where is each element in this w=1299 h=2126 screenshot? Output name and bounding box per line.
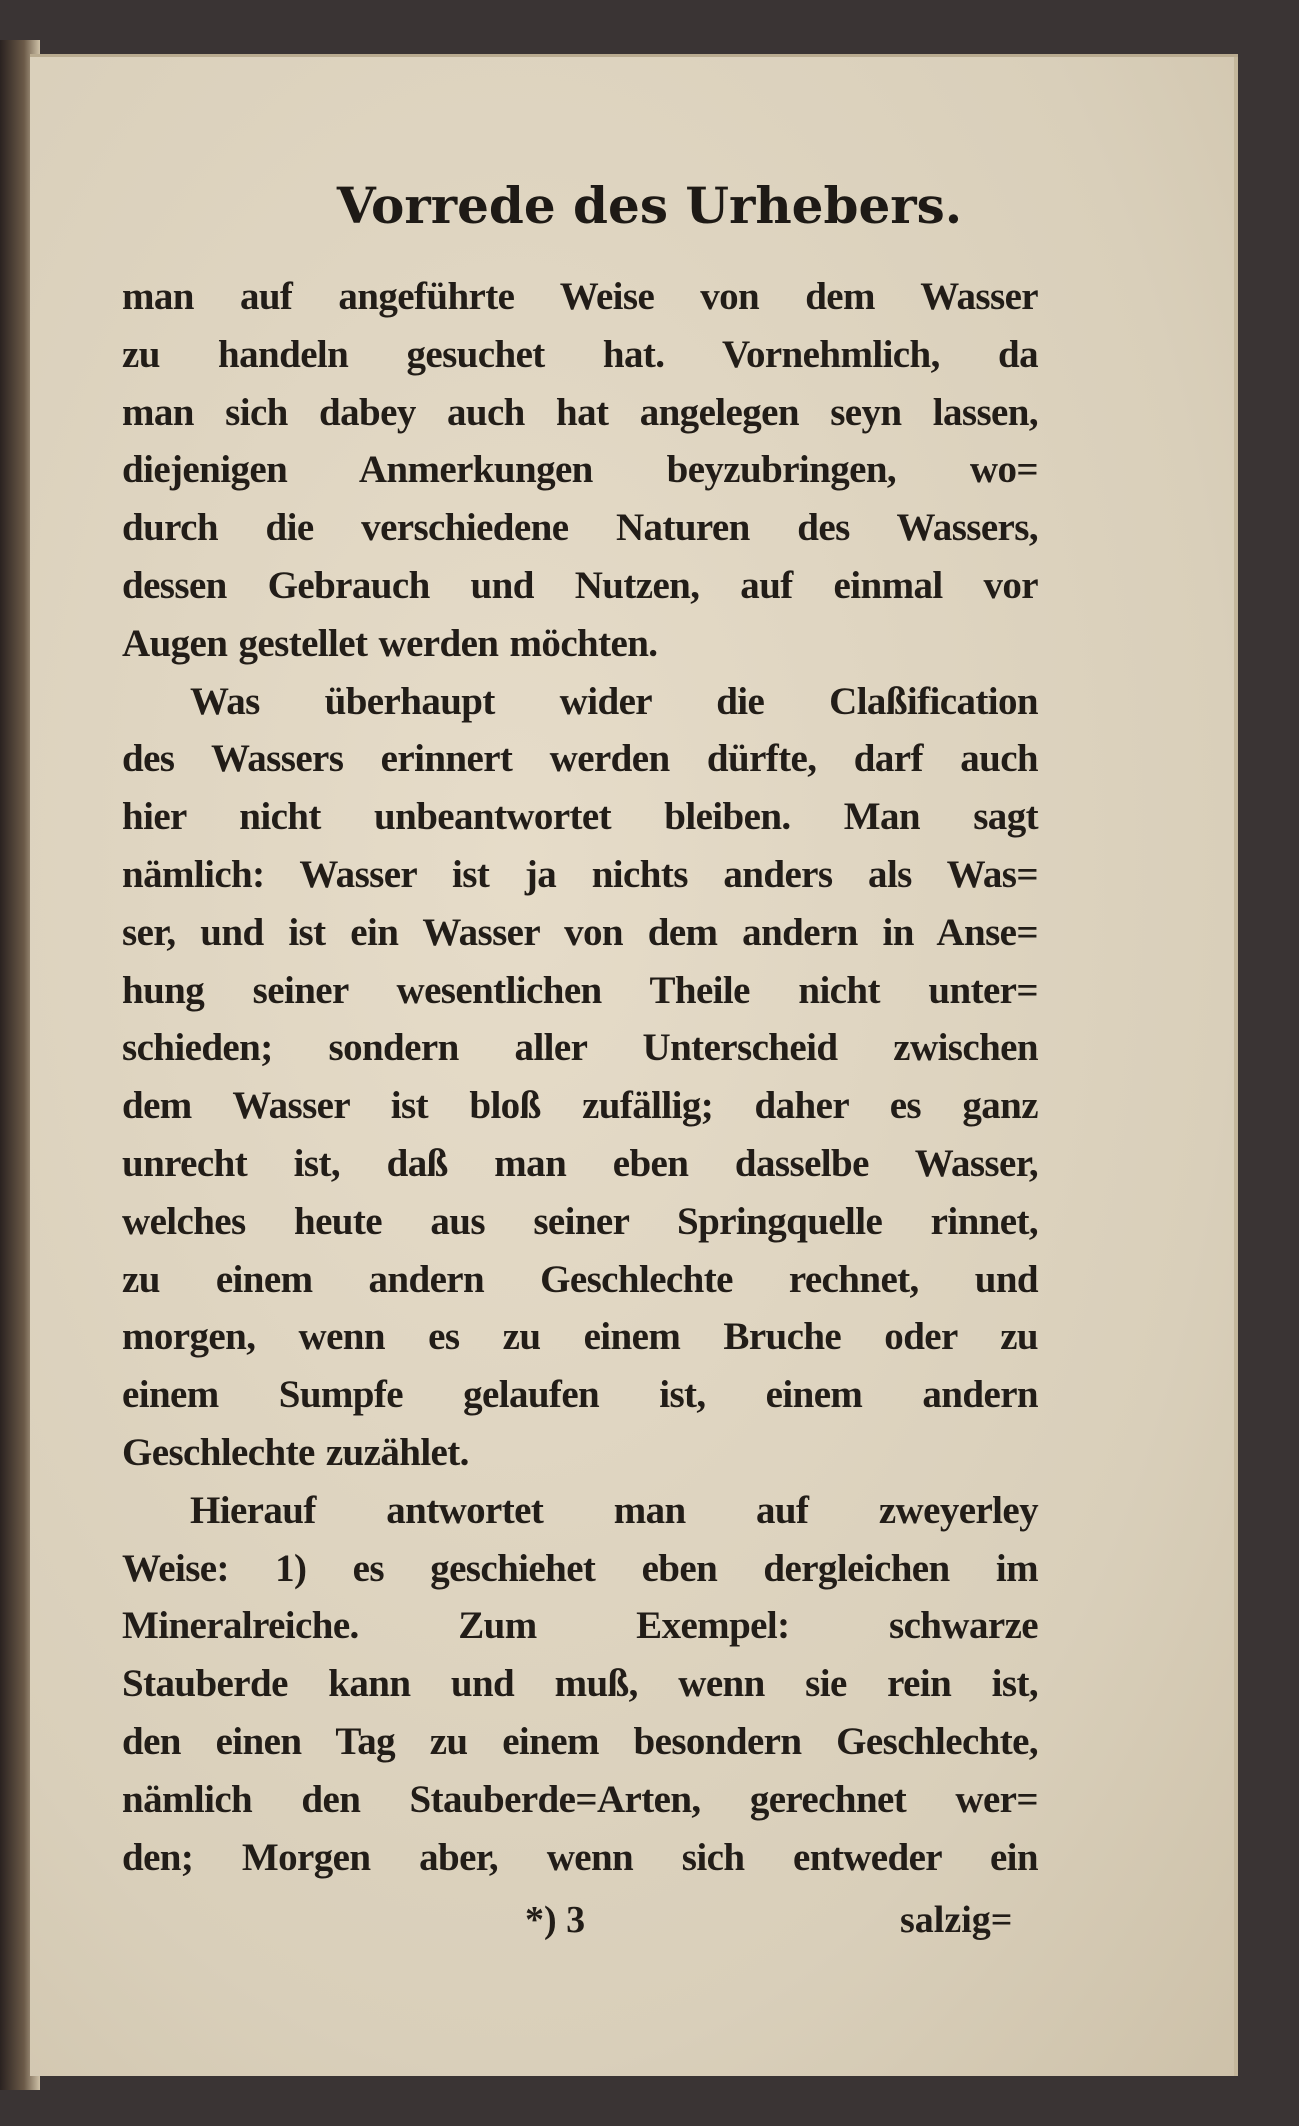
text-line: morgen, wenn es zu einem Bruche oder zu	[122, 1315, 1038, 1359]
signature-mark: *) 3	[525, 1899, 586, 1941]
text-line: nämlich den Stauberde=Arten, gerechnet wer=	[122, 1777, 1038, 1821]
text-line: Stauberde kann und muß, wenn sie rein ist,	[122, 1662, 1038, 1706]
text-line: ser, und ist ein Wasser von dem andern in Anse=	[122, 910, 1038, 954]
text-line: schieden; sondern aller Unterscheid zwischen	[122, 1026, 1038, 1070]
text-line: man sich dabey auch hat angelegen seyn lassen,	[122, 390, 1038, 434]
text-line: einem Sumpfe gelaufen ist, einem andern	[122, 1373, 1038, 1417]
text-line: hung seiner wesentlichen Theile nicht unter=	[122, 968, 1038, 1012]
text-line: Hierauf antwortet man auf zweyerley	[190, 1488, 1038, 1532]
running-head: Vorrede des Urhebers.	[336, 176, 963, 235]
text-line: Geschlechte zuzählet.	[122, 1430, 469, 1474]
text-line: diejenigen Anmerkungen beyzubringen, wo=	[122, 448, 1038, 492]
text-line: man auf angeführte Weise von dem Wasser	[122, 275, 1038, 318]
text-line: dem Wasser ist bloß zufällig; daher es ganz	[122, 1084, 1038, 1128]
page-footer	[0, 1898, 1299, 1948]
text-line: Weise: 1) es geschiehet eben dergleichen im	[122, 1546, 1038, 1590]
text-line: dessen Gebrauch und Nutzen, auf einmal vor	[122, 563, 1038, 607]
text-line: Mineralreiche. Zum Exempel: schwarze	[122, 1604, 1038, 1648]
text-line: zu einem andern Geschlechte rechnet, und	[122, 1257, 1038, 1301]
text-line: durch die verschiedene Naturen des Wassers,	[122, 506, 1038, 550]
text-line: unrecht ist, daß man eben dasselbe Wasser,	[122, 1141, 1038, 1185]
text-line: zu handeln gesuchet hat. Vornehmlich, da	[122, 332, 1038, 376]
text-line: des Wassers erinnert werden dürfte, darf auch	[122, 737, 1038, 781]
text-line: nämlich: Wasser ist ja nichts anders als Was=	[122, 852, 1038, 896]
text-line: hier nicht unbeantwortet bleiben. Man sagt	[122, 795, 1038, 839]
text-line: den; Morgen aber, wenn sich entweder ein	[122, 1835, 1038, 1879]
catchword: salzig=	[900, 1899, 1013, 1941]
text-line: Augen gestellet werden möchten.	[122, 621, 658, 665]
text-line: welches heute aus seiner Springquelle rinnet,	[122, 1199, 1038, 1243]
text-line: Was überhaupt wider die Claßification	[190, 679, 1038, 723]
body-text	[122, 268, 1038, 1886]
text-line: den einen Tag zu einem besondern Geschlechte,	[122, 1719, 1038, 1763]
